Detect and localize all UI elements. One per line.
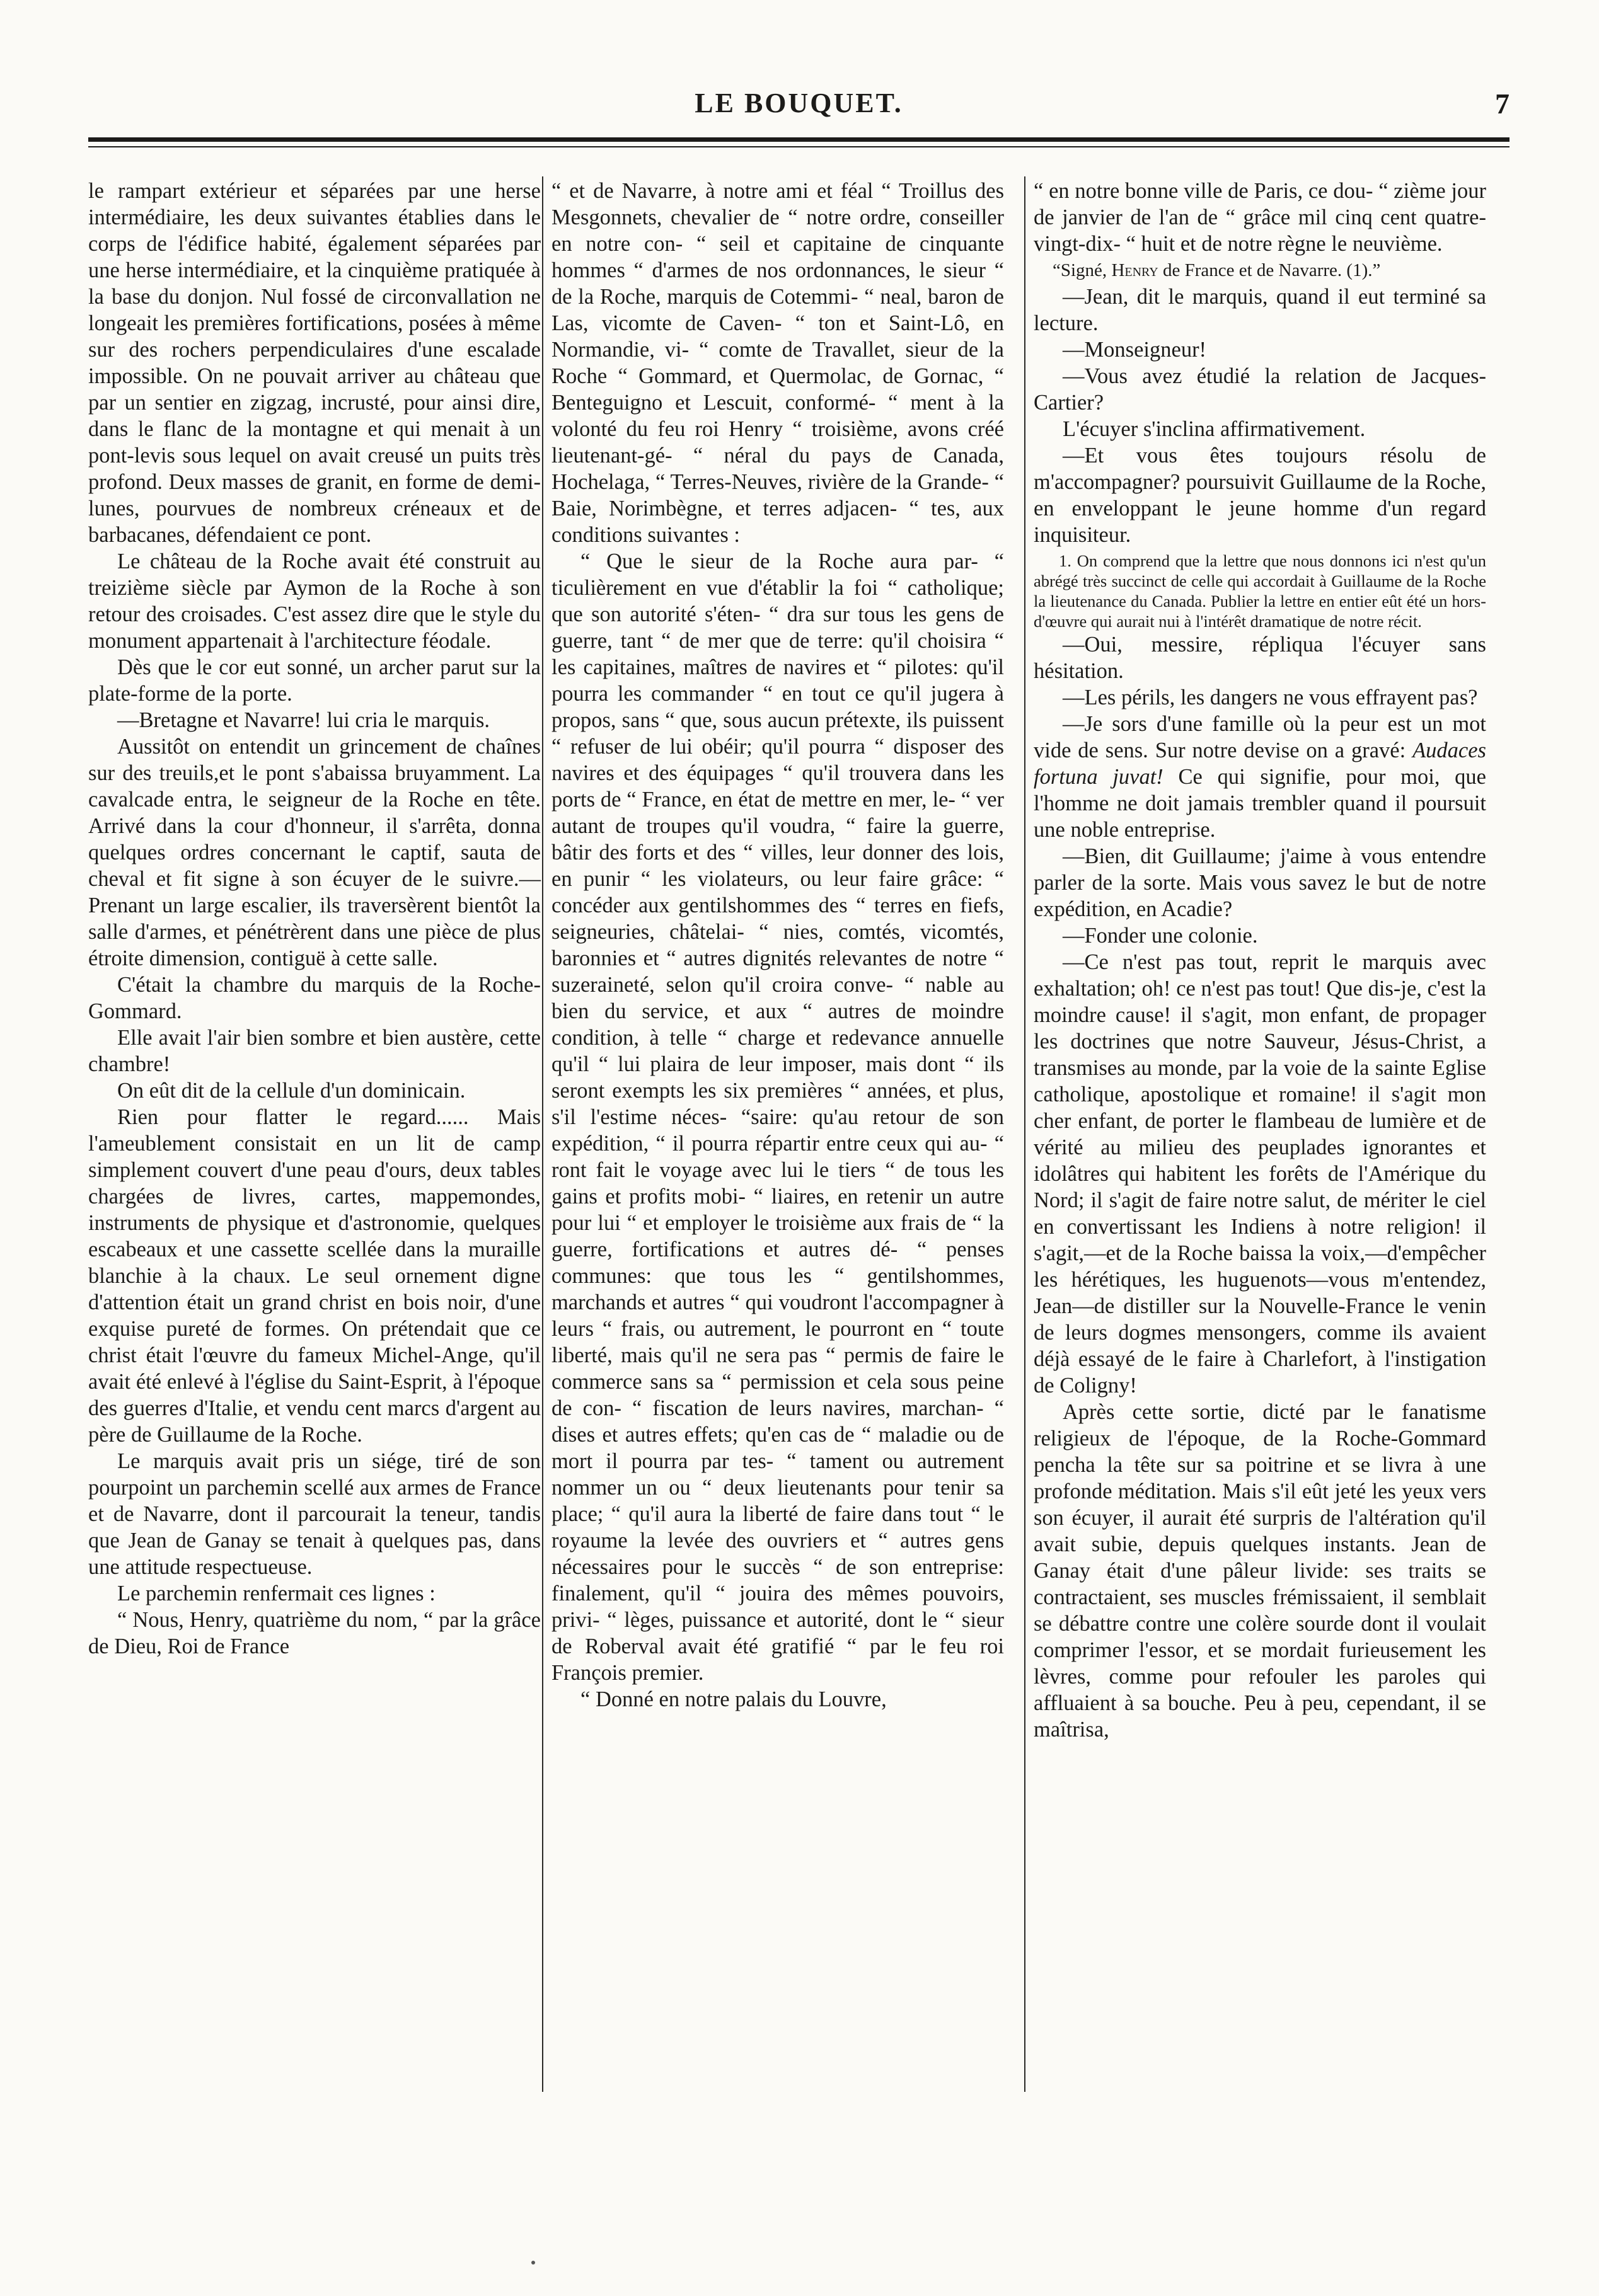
- ink-speck: [531, 2261, 535, 2264]
- paragraph: —Et vous êtes toujours résolu de m'accompagner? poursuivit Guillaume de la Roche, en enveloppant le jeune homme d'un regard inquisiteur.: [1034, 444, 1486, 547]
- newspaper-title: LE BOUQUET.: [695, 88, 903, 118]
- paragraph: le rampart extérieur et séparées par une herse intermédiaire, les deux suivantes établies dans le corps de l'édifice habité, également séparées par une herse intermédiaire, et la cinquième pratiquée à la base du donjon. Nul fossé de circonvallation ne longeait les premières fortifications, posées à même sur des rochers perpendiculaires d'une escalade impossible. On ne pouvait arriver au château que par un sentier en zigzag, incrusté, pour ainsi dire, dans le flanc de la montagne et qui menait à un pont-levis sous lequel on avait creusé un puits très profond. Deux masses de granit, en forme de demi-lunes, pourvues de nombreux créneaux et de barbacanes, défendaient ce pont.: [88, 179, 541, 547]
- royal-letter-opening: “ et de Navarre, à notre ami et féal “ Troillus des Mesgonnets, chevalier de “ notre ordre, conseiller en notre con- “ seil et capitaine de cinquante hommes “ d'armes de nos ordonnances, le sieur “ de la Roche, marquis de Cotemmi- “ neal, baron de Las, vicomte de Caven- “ ton et Saint-Lô, en Normandie, vi- “ comte de Travallet, sieur de la Roche “ Gommard, et Quermolac, de Gornac, “ Benteguigno et Lescuit, conformé- “ ment à la volonté du feu roi Henry “ troisième, avons créé lieutenant-gé- “ néral du pays de Canada, Hochelaga, “ Terres-Neuves, rivière de la Grande- “ Baie, Norimbègne, et terres adjacen- “ tes, aux conditions suivantes :: [551, 179, 1004, 547]
- page-number: 7: [1495, 88, 1510, 120]
- paragraph: —Bien, dit Guillaume; j'aime à vous entendre parler de la sorte. Mais vous savez le but de notre expédition, en Acadie?: [1034, 844, 1486, 921]
- paragraph: L'écuyer s'inclina affirmativement.: [1063, 417, 1366, 441]
- paragraph: Aussitôt on entendit un grincement de chaînes sur des treuils,et le pont s'abaissa bruyamment. La cavalcade entra, le seigneur de la Roche en tête. Arrivé dans la cour d'honneur, il s'arrêta, donna quelques ordres concernant le captif, sauta de cheval et fit signe à son écuyer de le suivre.— Prenant un large escalier, ils traversèrent bientôt la salle d'armes, et pénétrèrent dans une pièce de plus étroite dimension, contiguë à cette salle.: [88, 735, 541, 970]
- family-motto: Audaces fortuna juvat!: [1034, 738, 1486, 789]
- header-rule-thick: [88, 137, 1510, 142]
- paragraph: —Bretagne et Navarre! lui cria le marquis.: [117, 708, 490, 732]
- paragraph: —Monseigneur!: [1063, 338, 1207, 362]
- paragraph: —Fonder une colonie.: [1063, 924, 1258, 948]
- paragraph: Après cette sortie, dicté par le fanatisme religieux de l'époque, de la Roche-Gommard pencha la tête sur sa poitrine et se livra à une profonde méditation. Mais s'il eût jeté les yeux vers son écuyer, il aurait été surpris de l'altération qu'il avait subie, depuis quelques instants. Jean de Ganay était d'une pâleur livide: ses traits se contractaient, ses muscles frémissaient, il semblait se débattre contre une colère sourde dont il voulait comprimer l'essor, et se mordait furieusement les lèvres, comme pour refouler les paroles qui affluaient à sa bouche. Peu à peu, cependant, il se maîtrisa,: [1034, 1400, 1486, 1742]
- paragraph: Le parchemin renfermait ces lignes :: [117, 1581, 436, 1605]
- column-2: [551, 178, 1004, 1713]
- paragraph: —Ce n'est pas tout, reprit le marquis avec exhaltation; oh! ce n'est pas tout! Que dis-je, c'est la moindre cause! il s'agit, mon enfant, de propager les doctrines que notre Sauveur, Jésus-Christ, a transmises au monde, par la voie de la sainte Eglise catholique, apostolique et romaine! il s'agit mon cher enfant, de porter le flambeau de lumière et de vérité au milieu des peuplades ignorantes et idolâtres qui habitent les forêts de l'Amérique du Nord; il s'agit de faire notre salut, de mériter le ciel en convertissant les Indiens à notre religion! il s'agit,—et de la Roche baissa la voix,—d'empêcher les hérétiques, les huguenots—vous m'entendez, Jean—de distiller sur la Nouvelle-France le venin de leurs dogmes mensongers, comme ils avaient déjà essayé de le faire à Charlefort, à l'instigation de Coligny!: [1034, 950, 1486, 1398]
- paragraph: Dès que le cor eut sonné, un archer parut sur la plate-forme de la porte.: [88, 655, 541, 706]
- paragraph: Rien pour flatter le regard...... Mais l'ameublement consistait en un lit de camp simplement couvert d'une peau d'ours, deux tables chargées de livres, cartes, mappemondes, instruments de physique et d'astronomie, quelques escabeaux et une cassette scellée dans la muraille blanchie à la chaux. Le seul ornement digne d'attention était un grand christ en bois noir, d'une exquise pureté de formes. On prétendait que ce christ était l'œuvre du fameux Michel-Ange, qu'il avait été enlevé à l'église du Saint-Esprit, à l'époque des guerres d'Italie, et vendu cent marcs d'argent au père de Guillaume de la Roche.: [88, 1105, 541, 1447]
- royal-letter-date: “ en notre bonne ville de Paris, ce dou- “ zième jour de janvier de l'an de “ grâce mil cinq cent quatre-vingt-dix- “ huit et de notre règne le neuvième.: [1034, 179, 1486, 256]
- paragraph: —Oui, messire, répliqua l'écuyer sans hésitation.: [1034, 633, 1486, 683]
- royal-letter-conditions: “ Que le sieur de la Roche aura par- “ ticulièrement en vue d'établir la foi “ catholique; que son autorité s'éten- “ dra sur tous les gens de guerre, tant “ de mer que de terre: qu'il choisira “ les capitaines, maîtres de navires et “ pilotes: qu'il pourra les commander “ en tout ce qu'il jugera à propos, sans “ que, sous aucun prétexte, ils puissent “ refuser de lui obéir; qu'il pourra “ disposer des navires et des équipages “ qu'il trouvera dans les ports de “ France, en état de mettre en mer, le- “ ver autant de troupes qu'il voudra, “ faire la guerre, bâtir des forts et des “ villes, leur donner des lois, en punir “ les violateurs, ou leur faire grâce: “ concéder aux gentilshommes des “ terres en fiefs, seigneuries, châtelai- “ nies, comtés, vicomtés, baronnies et “ autres dignités relevantes de notre “ suzeraineté, selon qu'il croira conve- “ nable au bien du service, et aux “ autres de moindre condition, à telle “ charge et redevance annuelle qu'il “ lui plaira de leur imposer, mais dont “ ils seront exempts les six premières “ années, et plus, s'il l'estime néces- “saire: qu'au retour de son expédition, “ il pourra répartir entre ceux qui au- “ ront fait le voyage avec lui le tiers “ de tous les gains et profits mobi- “ liaires, en retenir un autre pour lui “ et employer le troisième aux frais de “ la guerre, fortifications et autres dé- “ penses communes: que tous les “ gentilshommes, marchands et autres “ qui voudront l'accompagner à leurs “ frais, ou autrement, le pourront en “ toute liberté, mais qu'il ne sera pas “ permis de faire le commerce sans sa “ permission et cela sous peine de con- “ fiscation de leurs navires, marchan- “ dises et autres effets; qu'en cas de “ maladie ou de mort il pourra par tes- “ tament ou autrement nommer un ou “ deux lieutenants pour tenir sa place; “ qu'il aura la liberté de faire dans tout “ le royaume la levée des ouvriers et “ autres gens nécessaires pour le succès “ de son entreprise: finalement, qu'il “ jouira des mêmes pouvoirs, privi- “ lèges, puissance et autorité, dont le “ sieur de Roberval avait été gratifié “ par le feu roi François premier.: [551, 549, 1004, 1685]
- column-1: [88, 178, 541, 1660]
- text-run: Ce qui signifie, pour moi, que l'homme ne doit jamais trembler quand il poursuit une noble entreprise.: [1034, 765, 1486, 842]
- paragraph: —Vous avez étudié la relation de Jacques-Cartier?: [1034, 364, 1486, 415]
- royal-letter-closing: “ Donné en notre palais du Louvre,: [580, 1687, 887, 1711]
- paragraph: [1034, 711, 1486, 843]
- paragraph: Le château de la Roche avait été construit au treizième siècle par Aymon de la Roche à son retour des croisades. C'est assez dire que le style du monument appartenait à l'architecture féodale.: [88, 549, 541, 653]
- column-3: [1034, 178, 1486, 1743]
- signed-name: Henry: [1111, 260, 1158, 280]
- paragraph: C'était la chambre du marquis de la Roche-Gommard.: [88, 973, 541, 1023]
- signed-prefix: “Signé,: [1053, 260, 1112, 280]
- royal-signature: [1034, 257, 1486, 284]
- paragraph: Elle avait l'air bien sombre et bien austère, cette chambre!: [88, 1026, 541, 1076]
- paragraph: —Les périls, les dangers ne vous effrayent pas?: [1063, 686, 1478, 709]
- paragraph: Le marquis avait pris un siége, tiré de son pourpoint un parchemin scellé aux armes de France et de Navarre, dont il parcourait la teneur, tandis que Jean de Ganay se tenait à quelques pas, dans une attitude respectueuse.: [88, 1449, 541, 1579]
- header-rule-thin: [88, 146, 1510, 147]
- signed-suffix: de France et de Navarre. (1).”: [1158, 260, 1381, 280]
- paragraph: On eût dit de la cellule d'un dominicain.: [117, 1079, 466, 1103]
- footnote: 1. On comprend que la lettre que nous donnons ici n'est qu'un abrégé très succinct de celle qui accordait à Guillaume de la Roche la lieutenance du Canada. Publier la lettre en entier eût été un hors-d'œuvre qui aurait nui à l'intérêt dramatique de notre récit.: [1034, 551, 1486, 631]
- paragraph: —Jean, dit le marquis, quand il eut terminé sa lecture.: [1034, 285, 1486, 335]
- column-divider: [1024, 176, 1025, 2092]
- paragraph-quote: “ Nous, Henry, quatrième du nom, “ par la grâce de Dieu, Roi de France: [88, 1608, 541, 1658]
- page-header: [88, 87, 1510, 131]
- column-divider: [542, 176, 543, 2092]
- text-run: —Je sors d'une famille où la peur est un mot vide de sens. Sur notre devise on a gravé:: [1034, 712, 1486, 762]
